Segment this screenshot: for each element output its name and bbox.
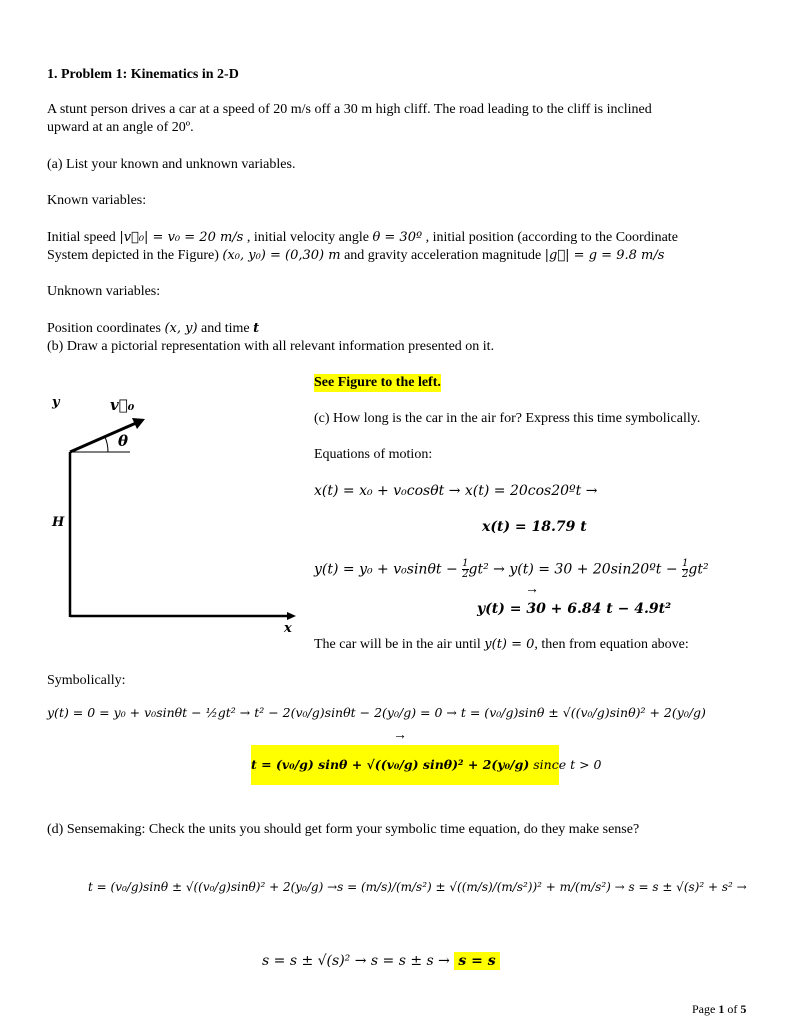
gravity-equation: |g⃗| = g = 9.8 m/s: [544, 248, 665, 263]
air-text: , then from equation above:: [534, 637, 689, 652]
half-den: 2: [682, 569, 689, 580]
x-axis-arrowhead: [287, 612, 296, 620]
units-final-eq: s = s ± √(s)² → s = s ± s →: [262, 953, 455, 969]
unknown-text: Position coordinates: [47, 321, 165, 336]
intro-paragraph: A stunt person drives a car at a speed of 20 m/s off a 30 m high cliff. The road leading to the cliff is inclined upward at an angle of 20º.: [47, 102, 652, 135]
air-time-line: [314, 636, 689, 654]
half-num: 1: [682, 558, 689, 569]
part-a-question: (a) List your known and unknown variables.: [47, 157, 296, 172]
part-c-question: (c) How long is the car in the air for? Express this time symbolically.: [314, 411, 701, 426]
v0-label: v⃗₀: [110, 396, 135, 414]
since-condition: since t > 0: [529, 757, 602, 772]
half-den: 2: [462, 569, 469, 580]
final-time-answer: [251, 745, 602, 785]
answer-equation: t = (v₀/g) sinθ + √((v₀/g) sinθ)² + 2(y₀/g): [251, 757, 530, 772]
equations-of-motion-label: Equations of motion:: [314, 447, 433, 462]
symbolically-label: Symbolically:: [47, 673, 126, 688]
angle-equation: θ = 30º: [372, 230, 423, 245]
symbolic-arrow: →: [393, 728, 407, 743]
xy-symbol: (x, y): [164, 321, 198, 336]
part-b-question: (b) Draw a pictorial representation with all relevant information presented on it.: [47, 339, 495, 354]
y-axis-label: y: [52, 395, 60, 410]
x-equation: x(t) = x₀ + v₀cosθt → x(t) = 20cos20ºt →: [314, 483, 598, 499]
y-arrow: →: [525, 582, 539, 597]
y-result: y(t) = 30 + 6.84 t − 4.9t²: [477, 601, 672, 617]
air-text: The car will be in the air until: [314, 637, 485, 652]
page-footer: [692, 1000, 746, 1018]
known-text: , initial position (according to the Coordinate: [422, 230, 678, 245]
known-variables-label: Known variables:: [47, 193, 147, 208]
y-eq-part: gt²: [688, 561, 709, 578]
symbolic-derivation: y(t) = 0 = y₀ + v₀sinθt − ½gt² → t² − 2(v₀/g)sinθt − 2(y₀/g) = 0 → t = (v₀/g)sinθ ± √((v₀/g)sinθ)² + 2(y₀/g): [47, 705, 706, 720]
x-axis-label: x: [284, 621, 292, 636]
y-eq-part: gt² → y(t) = 30 + 20sin20ºt −: [468, 561, 683, 578]
known-text: , initial velocity angle: [243, 230, 373, 245]
page-of: of: [724, 1002, 741, 1016]
t-symbol: t: [253, 321, 260, 336]
known-text: System depicted in the Figure): [47, 248, 223, 263]
position-equation: (x₀, y₀) = (0,30) m: [222, 248, 341, 263]
theta-label: θ: [118, 432, 129, 450]
units-final-highlight: s = s: [454, 952, 499, 970]
height-label: H: [52, 515, 65, 530]
page-heading: 1. Problem 1: Kinematics in 2-D: [47, 67, 239, 82]
see-figure-note: See Figure to the left.: [314, 375, 441, 390]
half-num: 1: [462, 558, 469, 569]
air-equation: y(t) = 0: [484, 637, 535, 652]
known-text: and gravity acceleration magnitude: [340, 248, 545, 263]
speed-equation: |v⃗₀| = v₀ = 20 m/s: [119, 230, 244, 245]
page-number: 1: [718, 1002, 725, 1016]
units-final-line: [262, 952, 500, 970]
part-d-question: (d) Sensemaking: Check the units you should get form your symbolic time equation, do they make sense?: [47, 822, 640, 837]
angle-arc: [105, 437, 108, 452]
page-total: 5: [740, 1002, 747, 1016]
known-text: Initial speed: [47, 230, 120, 245]
unknown-variables-label: Unknown variables:: [47, 284, 161, 299]
y-eq-part: y(t) = y₀ + v₀sinθt −: [314, 561, 463, 578]
units-derivation: t = (v₀/g)sinθ ± √((v₀/g)sinθ)² + 2(y₀/g) →s = (m/s)/(m/s²) ± √((m/s)/(m/s²))² + m/(m/s²) → s = s ± √(s)² + s² →: [88, 880, 747, 894]
y-equation: [314, 559, 709, 580]
page-prefix: Page: [692, 1002, 719, 1016]
unknown-text: and time: [197, 321, 254, 336]
x-result: x(t) = 18.79 t: [482, 519, 587, 535]
